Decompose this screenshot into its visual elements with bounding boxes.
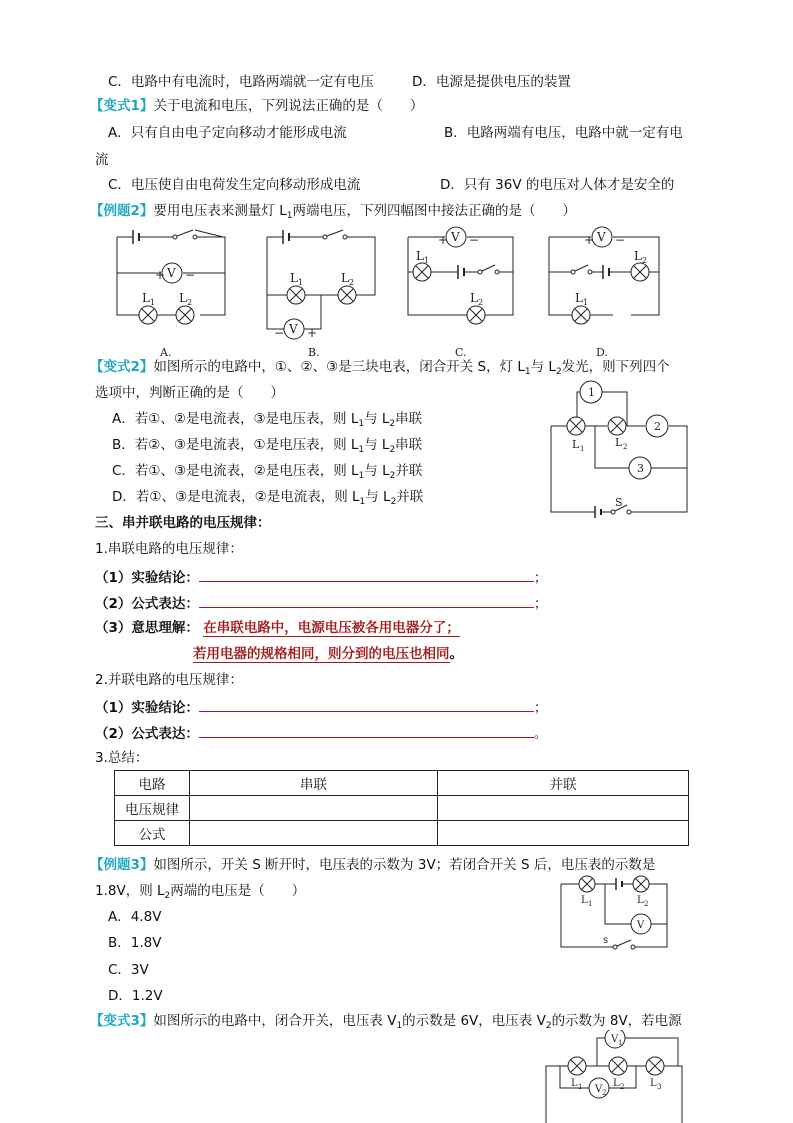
table-header: 并联 xyxy=(438,771,689,796)
label-l: L xyxy=(650,1078,657,1089)
label-sub: 1 xyxy=(588,900,593,908)
label-l: L xyxy=(575,291,583,305)
meter-3-label: 3 xyxy=(637,462,644,475)
variant3-text-b: 的示数是 6V，电压表 V xyxy=(402,1013,546,1029)
sub: 2 xyxy=(164,891,171,901)
section3-title: 三、串并联电路的电压规律： xyxy=(95,515,271,531)
example3-option-c: C．3V xyxy=(108,962,149,978)
example3-option-b: B．1.8V xyxy=(108,935,162,951)
variant3-circuit xyxy=(540,1030,690,1123)
circuit-label-b: B. xyxy=(308,346,320,359)
label-sub: 2 xyxy=(642,256,648,265)
variant2-option-b xyxy=(112,436,422,459)
variant1-option-b-continued: 流 xyxy=(95,152,109,168)
label-plus: + xyxy=(307,326,318,340)
variant1-option-c: C．电压使自由电荷发生定向移动形成电流 xyxy=(108,177,361,193)
meter-1-label: 1 xyxy=(588,386,595,399)
parallel-formula xyxy=(95,723,547,743)
label-sub: 1 xyxy=(424,256,430,265)
table-row xyxy=(115,771,689,796)
example2-circuits xyxy=(105,222,705,362)
example3-stem-line2 xyxy=(95,882,305,905)
label-sub: 3 xyxy=(657,1083,662,1091)
opt-text: D．若①、③是电流表，②是电流表，则 L xyxy=(112,489,360,505)
example3-tag: 【例题3】 xyxy=(90,857,154,873)
label-sub: 1 xyxy=(583,298,589,307)
label-sub: 2 xyxy=(620,1083,625,1091)
series-meaning-answer2: 若用电器的规格相同，则分到的电压也相同 xyxy=(193,646,450,662)
variant2-tag: 【变式2】 xyxy=(90,359,154,375)
label-l: L xyxy=(142,291,150,305)
label-sub: 2 xyxy=(644,900,649,908)
label: （1）实验结论： xyxy=(95,700,199,716)
prev-option-d: D．电源是提供电压的装置 xyxy=(412,74,571,90)
example3-text-b: 1.8V，则 L xyxy=(95,883,165,899)
label-sub: 2 xyxy=(623,443,628,451)
circuit-b xyxy=(267,230,375,339)
label-v: V xyxy=(597,230,606,244)
series-title: 1.串联电路的电压规律： xyxy=(95,541,243,557)
opt-text: 与 L xyxy=(364,463,390,479)
example2-text-a: 要用电压表来测量灯 L xyxy=(153,203,287,219)
variant3-text-a: 如图所示的电路中，闭合开关，电压表 V xyxy=(153,1013,397,1029)
sub: 1 xyxy=(358,445,365,455)
label-minus: − xyxy=(274,326,285,340)
opt-text: 串联 xyxy=(395,437,423,453)
variant1-option-b: B．电路两端有电压，电路中就一定有电 xyxy=(444,125,683,141)
label-plus: + xyxy=(438,233,449,247)
label-sub: 1 xyxy=(298,278,304,287)
variant2-stem xyxy=(90,358,670,381)
label-l: L xyxy=(470,291,478,305)
example3-text: 如图所示，开关 S 断开时，电压表的示数为 3V；若闭合开关 S 后，电压表的示数是 xyxy=(153,857,656,873)
label-v: V xyxy=(595,1084,603,1095)
opt-text: 与 L xyxy=(365,489,391,505)
table-cell: 电压规律 xyxy=(115,796,190,821)
variant2-text-b: 与 L xyxy=(530,359,556,375)
circuit-label-c: C. xyxy=(455,346,467,359)
summary-title: 3.总结： xyxy=(95,750,149,766)
label-plus: + xyxy=(155,268,166,282)
variant3-tag: 【变式3】 xyxy=(90,1013,154,1029)
semicolon: ； xyxy=(533,596,548,612)
opt-text: B．若②、③是电流表，①是电压表，则 L xyxy=(112,437,359,453)
variant2-option-d xyxy=(112,488,423,511)
example2-text-b: 两端电压，下列四幅图中接法正确的是（ ） xyxy=(292,203,576,219)
table-header: 电路 xyxy=(115,771,190,796)
variant3-text-c: 的示数为 8V，若电源 xyxy=(551,1013,682,1029)
sub: 2 xyxy=(555,367,562,377)
parallel-conclusion-blank xyxy=(199,697,534,712)
variant1-stem xyxy=(90,97,423,115)
sub: 2 xyxy=(545,1021,552,1031)
series-meaning-line2 xyxy=(193,645,463,663)
label-minus: − xyxy=(185,268,196,282)
table-row xyxy=(115,821,689,846)
label-sub: 2 xyxy=(187,298,193,307)
summary-table xyxy=(114,770,689,846)
variant1-option-d: D．只有 36V 的电压对人体才是安全的 xyxy=(440,177,675,193)
sub: 1 xyxy=(396,1021,403,1031)
table-cell: 公式 xyxy=(115,821,190,846)
label-sub: 1 xyxy=(150,298,156,307)
opt-text: C．若①、③是电流表，②是电压表，则 L xyxy=(112,463,359,479)
example2-sub: 1 xyxy=(286,211,293,221)
label-l: L xyxy=(416,249,424,263)
label-l: L xyxy=(581,895,588,906)
label-l: L xyxy=(341,271,349,285)
meter-2-label: 2 xyxy=(654,420,661,433)
label-l: L xyxy=(613,1078,620,1089)
label-sub: 1 xyxy=(580,445,585,453)
semicolon: ； xyxy=(533,570,548,586)
circuit-c xyxy=(408,227,513,324)
label: （3）意思理解： xyxy=(95,620,199,636)
series-formula xyxy=(95,593,547,613)
table-cell[interactable] xyxy=(438,796,689,821)
circuit-label-d: D. xyxy=(596,346,608,359)
sub: 2 xyxy=(389,419,396,429)
opt-text: 串联 xyxy=(395,411,423,427)
variant2-option-c xyxy=(112,462,422,485)
sub: 2 xyxy=(389,445,396,455)
opt-text: 与 L xyxy=(364,437,390,453)
label: （2）公式表达： xyxy=(95,596,199,612)
label-plus: + xyxy=(584,233,595,247)
opt-text: 并联 xyxy=(395,463,423,479)
label-l: L xyxy=(179,291,187,305)
period: 。 xyxy=(449,646,463,662)
label-sub: 1 xyxy=(618,1039,623,1047)
circuit-label-a: A. xyxy=(160,346,172,359)
sub: 1 xyxy=(524,367,531,377)
label-sub: 2 xyxy=(478,298,484,307)
label-l: L xyxy=(572,438,580,451)
table-cell[interactable] xyxy=(190,821,438,846)
opt-text: 与 L xyxy=(364,411,390,427)
label-s: s xyxy=(603,935,609,946)
variant2-circuit xyxy=(545,380,695,520)
label-v: V xyxy=(451,230,460,244)
variant2-text-a: 如图所示的电路中，①、②、③是三块电表，闭合开关 S，灯 L xyxy=(153,359,525,375)
label-minus: − xyxy=(469,233,480,247)
label-v: V xyxy=(289,322,298,336)
variant2-stem-line2: 选项中，判断正确的是（ ） xyxy=(95,385,284,401)
series-conclusion-blank xyxy=(199,567,534,582)
label-sub: 1 xyxy=(578,1083,583,1091)
semicolon: ； xyxy=(446,620,460,636)
variant1-text: 关于电流和电压，下列说法正确的是（ ） xyxy=(153,98,424,114)
label-l: L xyxy=(615,436,623,449)
table-cell[interactable] xyxy=(190,796,438,821)
label-l: L xyxy=(634,249,642,263)
example2-tag: 【例题2】 xyxy=(90,203,154,219)
series-meaning-answer1: 在串联电路中，电源电压被各用电器分了 xyxy=(203,620,447,636)
series-meaning xyxy=(95,619,460,637)
sub: 2 xyxy=(389,471,396,481)
period: 。 xyxy=(533,726,548,742)
example3-option-a: A．4.8V xyxy=(108,909,162,925)
example3-option-d: D．1.2V xyxy=(108,988,163,1004)
label-l: L xyxy=(290,271,298,285)
table-row xyxy=(115,796,689,821)
variant2-text-c: 发光，则下列四个 xyxy=(561,359,670,375)
series-formula-blank xyxy=(199,593,534,608)
label-sub: 2 xyxy=(602,1089,607,1097)
label-l: L xyxy=(571,1078,578,1089)
label-minus: − xyxy=(615,233,626,247)
example3-text-c: 两端的电压是（ ） xyxy=(170,883,306,899)
opt-text: A．若①、②是电流表，③是电压表，则 L xyxy=(112,411,359,427)
sub: 2 xyxy=(390,497,397,507)
sub: 1 xyxy=(358,419,365,429)
sub: 1 xyxy=(359,497,366,507)
example3-circuit xyxy=(555,872,675,952)
prev-option-c: C．电路中有电流时，电路两端就一定有电压 xyxy=(108,74,374,90)
table-cell[interactable] xyxy=(438,821,689,846)
sub: 1 xyxy=(358,471,365,481)
variant2-option-a xyxy=(112,410,422,433)
semicolon: ； xyxy=(533,700,548,716)
label-v: V xyxy=(637,920,645,931)
label: （2）公式表达： xyxy=(95,726,199,742)
series-conclusion xyxy=(95,567,547,587)
parallel-conclusion xyxy=(95,697,547,717)
label-v: V xyxy=(611,1034,619,1045)
label-sub: 2 xyxy=(349,278,355,287)
label-v: V xyxy=(167,266,176,280)
table-header: 串联 xyxy=(190,771,438,796)
label: （1）实验结论： xyxy=(95,570,199,586)
parallel-formula-blank xyxy=(199,723,534,738)
label-s: S xyxy=(615,496,623,509)
variant1-tag: 【变式1】 xyxy=(90,98,154,114)
opt-text: 并联 xyxy=(396,489,424,505)
parallel-title: 2.并联电路的电压规律： xyxy=(95,672,243,688)
label-l: L xyxy=(637,895,644,906)
variant1-option-a: A．只有自由电子定向移动才能形成电流 xyxy=(108,125,347,141)
